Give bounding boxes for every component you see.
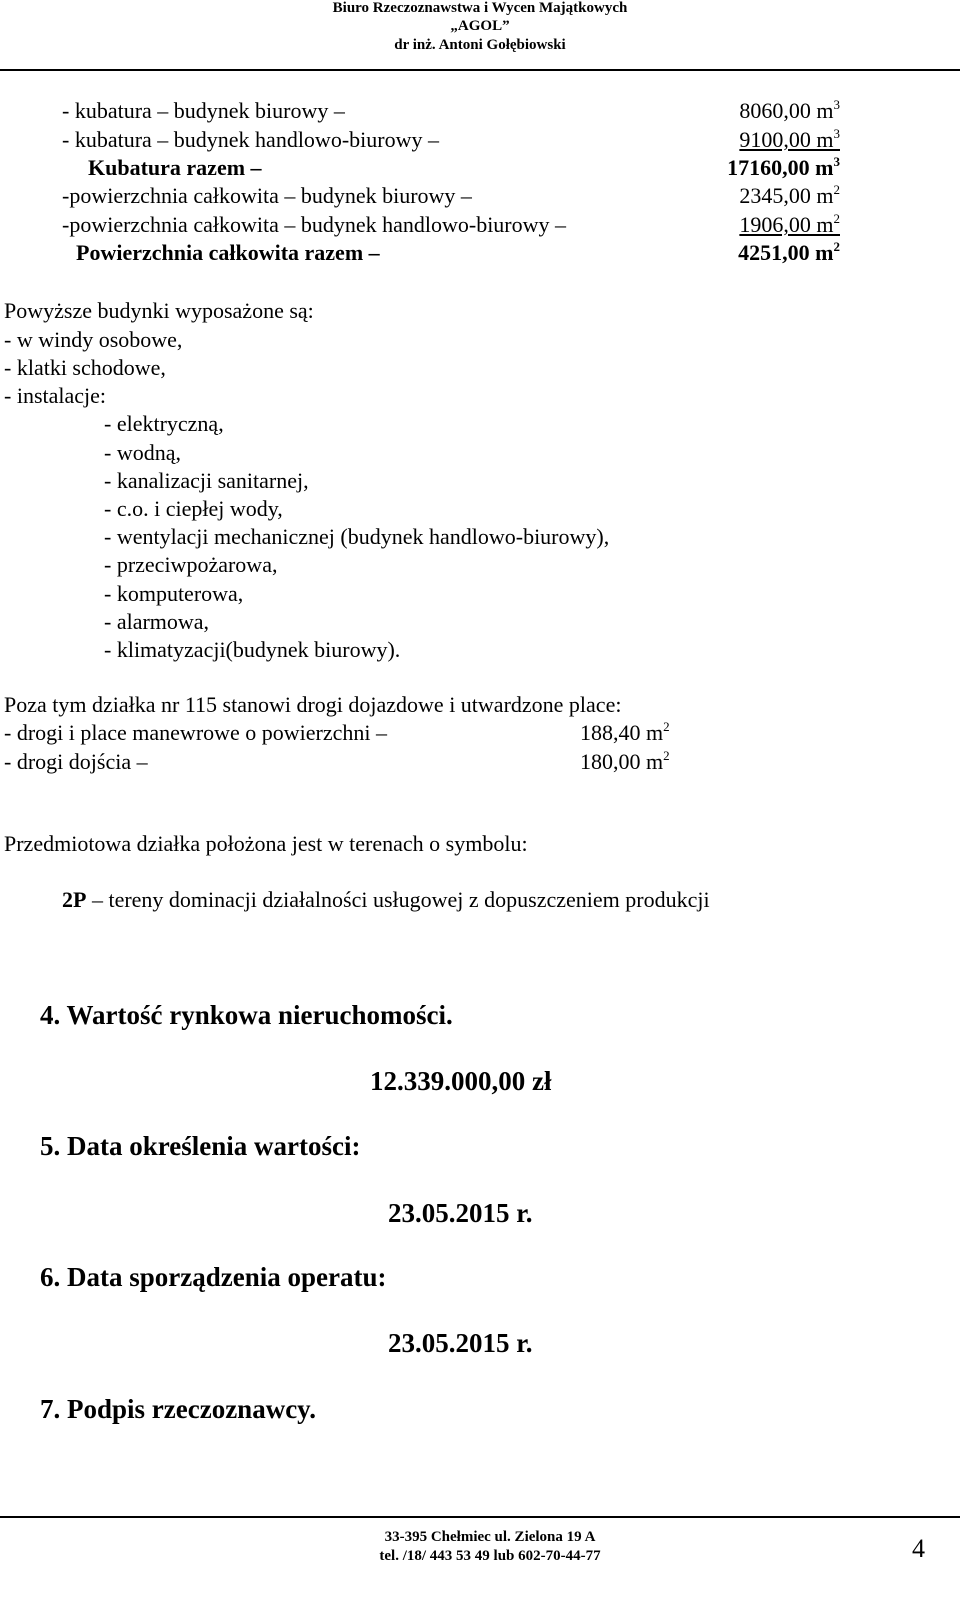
zoning-symbol: 2P (62, 887, 87, 912)
page-number: 4 (912, 1534, 925, 1563)
zoning-intro: Przedmiotowa działka położona jest w terenach o symbolu: (4, 831, 528, 856)
equipment-item: - w windy osobowe, (4, 327, 183, 352)
equipment-item: - instalacje: (4, 383, 107, 408)
section-6-value: 23.05.2015 r. (388, 1328, 533, 1358)
plot-row-label: - drogi i place manewrowe o powierzchni – (4, 720, 388, 745)
stat-total-value: 17160,00 $m^3$ (727, 153, 840, 180)
header-author: dr inż. Antoni Gołębiowski (394, 37, 566, 53)
installation-item: - wodną, (104, 440, 181, 465)
zoning-description: – tereny dominacji działalności usługowej z dopuszczeniem produkcji (86, 887, 710, 912)
stat-value: 2345,00 $m^2$ (739, 181, 840, 208)
installation-item: - klimatyzacji(budynek biurowy). (104, 637, 401, 662)
equipment-item: - klatki schodowe, (4, 355, 166, 380)
stat-label: -powierzchnia całkowita – budynek biurowy – (62, 183, 472, 208)
section-6-title: 6. Data sporządzenia operatu: (40, 1262, 387, 1292)
stat-total-value: 4251,00 $m^2$ (738, 238, 840, 265)
header-office-short: „AGOL” (450, 18, 510, 34)
installation-item: - komputerowa, (104, 581, 244, 606)
stat-total-label: Powierzchnia całkowita razem – (76, 240, 380, 265)
plot-row-value: 180,00 $m^2$ (580, 747, 670, 774)
installation-item: - elektryczną, (104, 411, 224, 436)
installation-item: - c.o. i ciepłej wody, (104, 496, 283, 521)
header-rule (0, 69, 960, 71)
installation-item: - alarmowa, (104, 609, 210, 634)
stat-label: -powierzchnia całkowita – budynek handlowo-biurowy – (62, 212, 567, 237)
plot-row-label: - drogi dojścia – (4, 749, 148, 774)
zoning-line (62, 887, 710, 913)
equipment-intro: Powyższe budynki wyposażone są: (4, 298, 314, 323)
footer-rule (0, 1516, 960, 1518)
section-5-title: 5. Data określenia wartości: (40, 1131, 361, 1161)
stat-total-label: Kubatura razem – (88, 155, 262, 180)
installation-item: - wentylacji mechanicznej (budynek handlowo-biurowy), (104, 524, 610, 549)
section-4-value: 12.339.000,00 zł (370, 1066, 552, 1096)
installation-item: - przeciwpożarowa, (104, 552, 278, 577)
footer-address: 33-395 Chełmiec ul. Zielona 19 A (384, 1529, 596, 1545)
stat-label: - kubatura – budynek biurowy – (62, 98, 345, 123)
section-5-value: 23.05.2015 r. (388, 1198, 533, 1228)
section-7-title: 7. Podpis rzeczoznawcy. (40, 1394, 316, 1424)
stat-value: 9100,00 $m^3$ (739, 125, 840, 152)
footer-phone: tel. /18/ 443 53 49 lub 602-70-44-77 (379, 1548, 601, 1564)
plot-row-value: 188,40 $m^2$ (580, 718, 670, 745)
installation-item: - kanalizacji sanitarnej, (104, 468, 309, 493)
stat-label: - kubatura – budynek handlowo-biurowy – (62, 127, 439, 152)
header-office-name: Biuro Rzeczoznawstwa i Wycen Majątkowych (332, 0, 628, 16)
stat-value: 8060,00 $m^3$ (739, 96, 840, 123)
plot-intro: Poza tym działka nr 115 stanowi drogi dojazdowe i utwardzone place: (4, 692, 622, 717)
section-4-title: 4. Wartość rynkowa nieruchomości. (40, 1000, 453, 1030)
stat-value: 1906,00 $m^2$ (739, 210, 840, 237)
